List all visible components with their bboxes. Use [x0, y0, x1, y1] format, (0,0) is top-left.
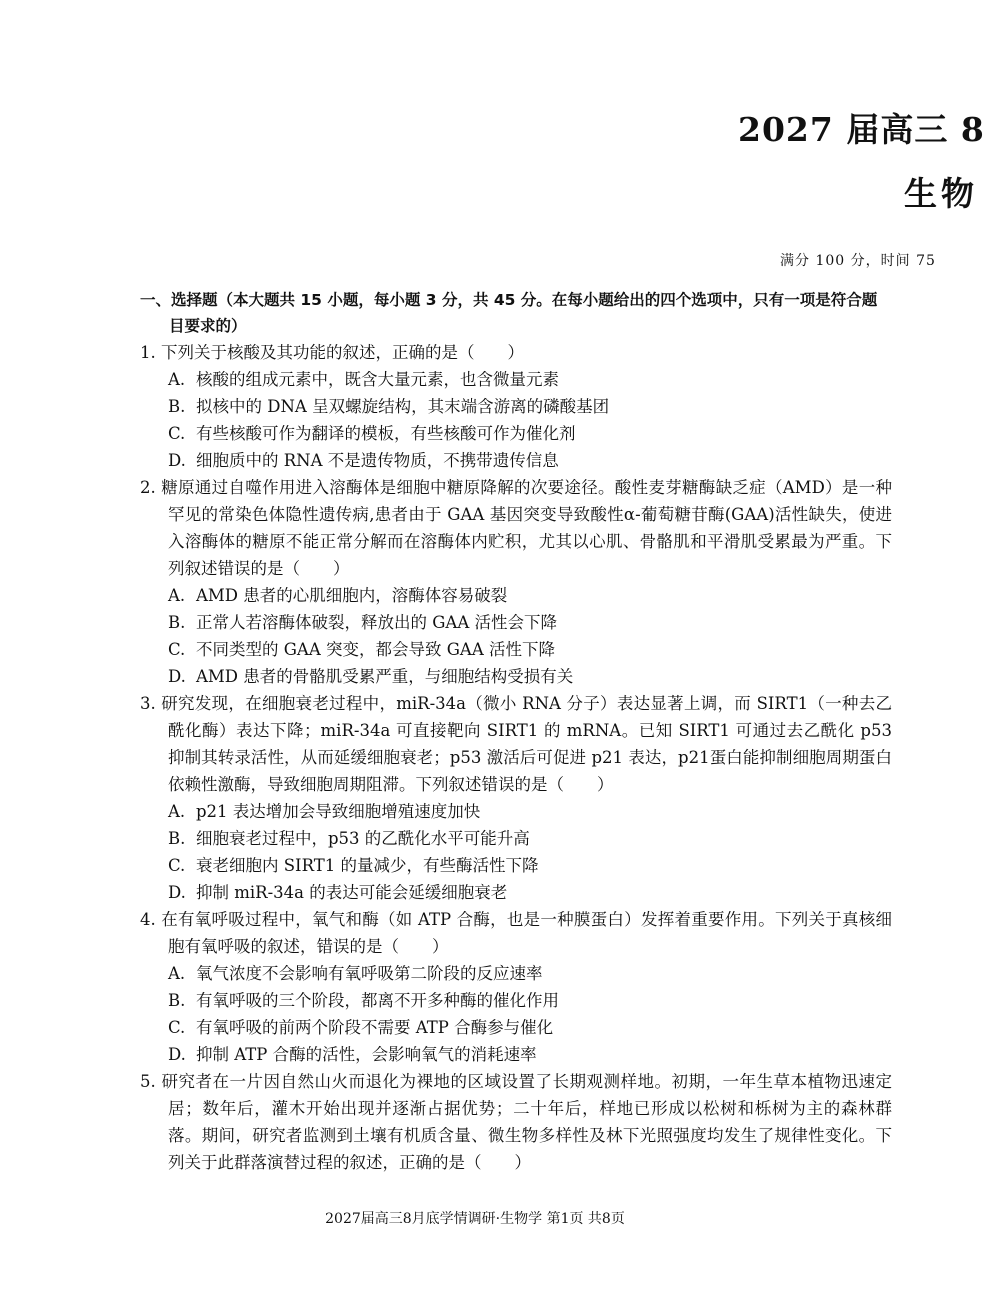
option-letter: C.: [168, 640, 186, 659]
option-text: 抑制 miR-34a 的表达可能会延缓细胞衰老: [196, 883, 508, 902]
option-c: [140, 852, 892, 879]
option-text: AMD 患者的骨骼肌受累严重，与细胞结构受损有关: [196, 667, 574, 686]
option-letter: C.: [168, 424, 186, 443]
option-letter: A.: [168, 802, 186, 821]
option-a: [140, 366, 892, 393]
option-letter: B.: [168, 991, 186, 1010]
option-letter: A.: [168, 964, 186, 983]
option-text: p21 表达增加会导致细胞增殖速度加快: [196, 802, 481, 821]
option-text: 氧气浓度不会影响有氧呼吸第二阶段的反应速率: [196, 964, 543, 983]
question-1: [140, 339, 892, 474]
option-text: 正常人若溶酶体破裂，释放出的 GAA 活性会下降: [196, 613, 558, 632]
option-a: [140, 798, 892, 825]
option-d: [140, 879, 892, 906]
question-list: [140, 287, 892, 1176]
question-stem: 1. 下列关于核酸及其功能的叙述，正确的是（ ）: [140, 343, 524, 362]
question-2: [140, 474, 892, 690]
option-c: [140, 1014, 892, 1041]
option-letter: C.: [168, 856, 186, 875]
option-text: 抑制 ATP 合酶的活性，会影响氧气的消耗速率: [196, 1045, 537, 1064]
question-3: [140, 690, 892, 906]
option-b: [140, 609, 892, 636]
option-letter: C.: [168, 1018, 186, 1037]
option-text: 细胞质中的 RNA 不是遗传物质，不携带遗传信息: [196, 451, 559, 470]
option-letter: A.: [168, 370, 186, 389]
option-text: 有氧呼吸的前两个阶段不需要 ATP 合酶参与催化: [196, 1018, 554, 1037]
question-stem: 2. 糖原通过自噬作用进入溶酶体是细胞中糖原降解的次要途径。酸性麦芽糖酶缺乏症（AMD）是一种罕见的常染色体隐性遗传病,患者由于 GAA 基因突变导致酸性α-葡萄糖苷酶(GAA)活性缺失，使进入溶酶体的糖原不能正常分解而在溶酶体内贮积，尤其以心肌、骨骼肌和平滑肌受累最为严重。下列叙述错误的是（ ）: [140, 478, 892, 578]
option-c: [140, 636, 892, 663]
option-text: 衰老细胞内 SIRT1 的量减少，有些酶活性下降: [196, 856, 539, 875]
option-text: 核酸的组成元素中，既含大量元素，也含微量元素: [196, 370, 559, 389]
option-c: [140, 420, 892, 447]
exam-meta: 满分 100 分，时间 75: [780, 253, 936, 269]
exam-title: 2027 届高三 8: [738, 110, 985, 149]
option-b: [140, 393, 892, 420]
option-d: [140, 1041, 892, 1068]
page-footer: 2027届高三8月底学情调研·生物学 第1页 共8页: [325, 1211, 625, 1227]
option-letter: B.: [168, 829, 186, 848]
option-letter: D.: [168, 451, 186, 470]
option-letter: D.: [168, 883, 186, 902]
subject-title: 生物: [904, 174, 978, 213]
question-stem: 3. 研究发现，在细胞衰老过程中，miR-34a（微小 RNA 分子）表达显著上调，而 SIRT1（一种去乙酰化酶）表达下降；miR-34a 可直接靶向 SIRT1 的 mRNA。已知 SIRT1 可通过去乙酰化 p53 抑制其转录活性，从而延缓细胞衰老；p53 激活后可促进 p21 表达，p21蛋白能抑制细胞周期蛋白依赖性激酶，导致细胞周期阻滞。下列叙述错误的是（ ）: [140, 694, 892, 794]
option-text: 有氧呼吸的三个阶段，都离不开多种酶的催化作用: [196, 991, 559, 1010]
question-stem: 4. 在有氧呼吸过程中，氧气和酶（如 ATP 合酶，也是一种膜蛋白）发挥着重要作用。下列关于真核细胞有氧呼吸的叙述，错误的是（ ）: [140, 910, 892, 956]
option-text: 拟核中的 DNA 呈双螺旋结构，其末端含游离的磷酸基团: [196, 397, 610, 416]
option-text: 细胞衰老过程中，p53 的乙酰化水平可能升高: [196, 829, 530, 848]
option-d: [140, 447, 892, 474]
section-heading: 一、选择题（本大题共 15 小题，每小题 3 分，共 45 分。在每小题给出的四个选项中，只有一项是符合题目要求的）: [140, 291, 878, 335]
question-4: [140, 906, 892, 1068]
question-5: [140, 1068, 892, 1176]
option-text: 不同类型的 GAA 突变，都会导致 GAA 活性下降: [196, 640, 556, 659]
option-b: [140, 825, 892, 852]
option-b: [140, 987, 892, 1014]
option-text: AMD 患者的心肌细胞内，溶酶体容易破裂: [196, 586, 508, 605]
option-d: [140, 663, 892, 690]
option-a: [140, 582, 892, 609]
option-text: 有些核酸可作为翻译的模板，有些核酸可作为催化剂: [196, 424, 576, 443]
option-letter: D.: [168, 667, 186, 686]
question-stem: 5. 研究者在一片因自然山火而退化为裸地的区域设置了长期观测样地。初期，一年生草本植物迅速定居；数年后，灌木开始出现并逐渐占据优势；二十年后，样地已形成以松树和栎树为主的森林群落。期间，研究者监测到土壤有机质含量、微生物多样性及林下光照强度均发生了规律性变化。下列关于此群落演替过程的叙述，正确的是（ ）: [140, 1072, 892, 1172]
option-letter: D.: [168, 1045, 186, 1064]
option-a: [140, 960, 892, 987]
option-letter: A.: [168, 586, 186, 605]
option-letter: B.: [168, 397, 186, 416]
option-letter: B.: [168, 613, 186, 632]
